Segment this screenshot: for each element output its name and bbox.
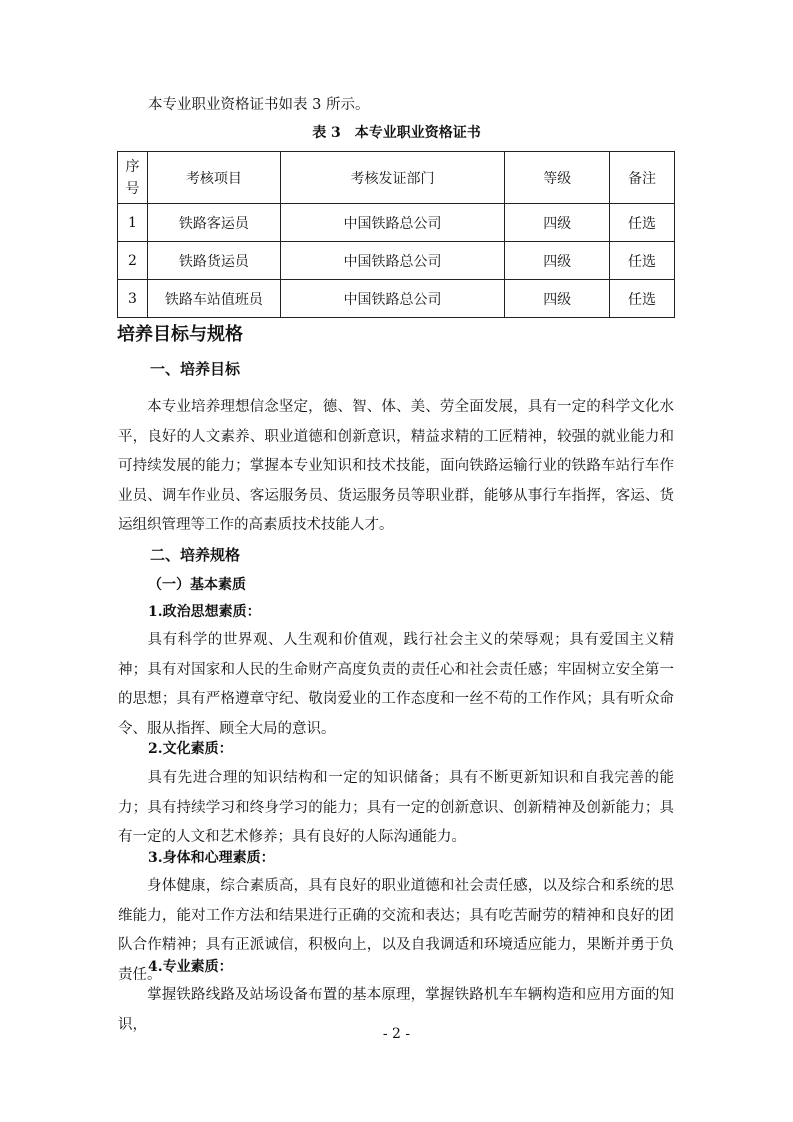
political-quality-paragraph [118,626,674,744]
intro-text: 本专业职业资格证书如表 3 所示。 [148,97,370,113]
cell-level: 四级 [505,280,610,318]
header-level: 等级 [505,152,610,204]
political-quality-title: 1.政治思想素质： [148,604,261,620]
cultural-quality-text: 具有先进合理的知识结构和一定的知识储备；具有不断更新知识和自我完善的能力；具有持续学习和终身学习的能力；具有一定的创新意识、创新精神及创新能力；具有一定的人文和艺术修养；具有良好的人际沟通能力。 [118,770,674,845]
professional-quality-text: 掌握铁路线路及站场设备布置的基本原理，掌握铁路机车车辆构造和应用方面的知识， [118,987,674,1033]
cell-index: 1 [118,204,148,242]
physical-quality-title: 3.身体和心理素质： [148,850,275,866]
goals-heading: 一、培养目标 [150,360,241,378]
specs-heading: 二、培养规格 [150,546,241,564]
cultural-quality-paragraph [118,764,674,853]
header-item: 考核项目 [147,152,280,204]
cell-note: 任选 [610,242,675,280]
table-row [118,280,675,318]
cell-department: 中国铁路总公司 [280,242,505,280]
cell-index: 2 [118,242,148,280]
cell-department: 中国铁路总公司 [280,204,505,242]
cell-item: 铁路货运员 [147,242,280,280]
page-number: - 2 - [382,1026,411,1042]
cell-level: 四级 [505,242,610,280]
cell-item: 铁路车站值班员 [147,280,280,318]
section-title: 培养目标与规格 [117,324,243,345]
table-row [118,204,675,242]
political-quality-text: 具有科学的世界观、人生观和价值观，践行社会主义的荣辱观；具有爱国主义精神；具有对国家和人民的生命财产高度负责的责任心和社会责任感；牢固树立安全第一的思想；具有严格遵章守纪、敬岗爱业的工作态度和一丝不苟的工作作风；具有听众命令、服从指挥、顾全大局的意识。 [118,632,674,737]
header-department: 考核发证部门 [280,152,505,204]
header-note: 备注 [610,152,675,204]
goals-text: 本专业培养理想信念坚定，德、智、体、美、劳全面发展，具有一定的科学文化水平，良好的人文素养、职业道德和创新意识，精益求精的工匠精神，较强的就业能力和可持续发展的能力；掌握本专业知识和技术技能，面向铁路运输行业的铁路车站行车作业员、调车作业员、客运服务员、货运服务员等职业群，能够从事行车指挥，客运、货运组织管理等工作的高素质技术技能人才。 [118,399,674,533]
professional-quality-title: 4.专业素质： [148,959,233,975]
certificate-table [117,151,675,318]
basic-quality-heading: （一）基本素质 [148,577,246,593]
cultural-quality-title: 2.文化素质： [148,741,233,757]
cell-index: 3 [118,280,148,318]
table-header-row [118,152,675,204]
cell-item: 铁路客运员 [147,204,280,242]
cell-note: 任选 [610,204,675,242]
physical-quality-text: 身体健康，综合素质高，具有良好的职业道德和社会责任感，以及综合和系统的思维能力，能对工作方法和结果进行正确的交流和表达；具有吃苦耐劳的精神和良好的团队合作精神；具有正派诚信，积极向上，以及自我调适和环境适应能力，果断并勇于负责任。 [118,878,674,983]
cell-department: 中国铁路总公司 [280,280,505,318]
cell-level: 四级 [505,204,610,242]
table-caption: 表 3 本专业职业资格证书 [312,125,481,141]
goals-paragraph [118,393,674,541]
cell-note: 任选 [610,280,675,318]
table-row [118,242,675,280]
header-index: 序 号 [118,152,148,204]
